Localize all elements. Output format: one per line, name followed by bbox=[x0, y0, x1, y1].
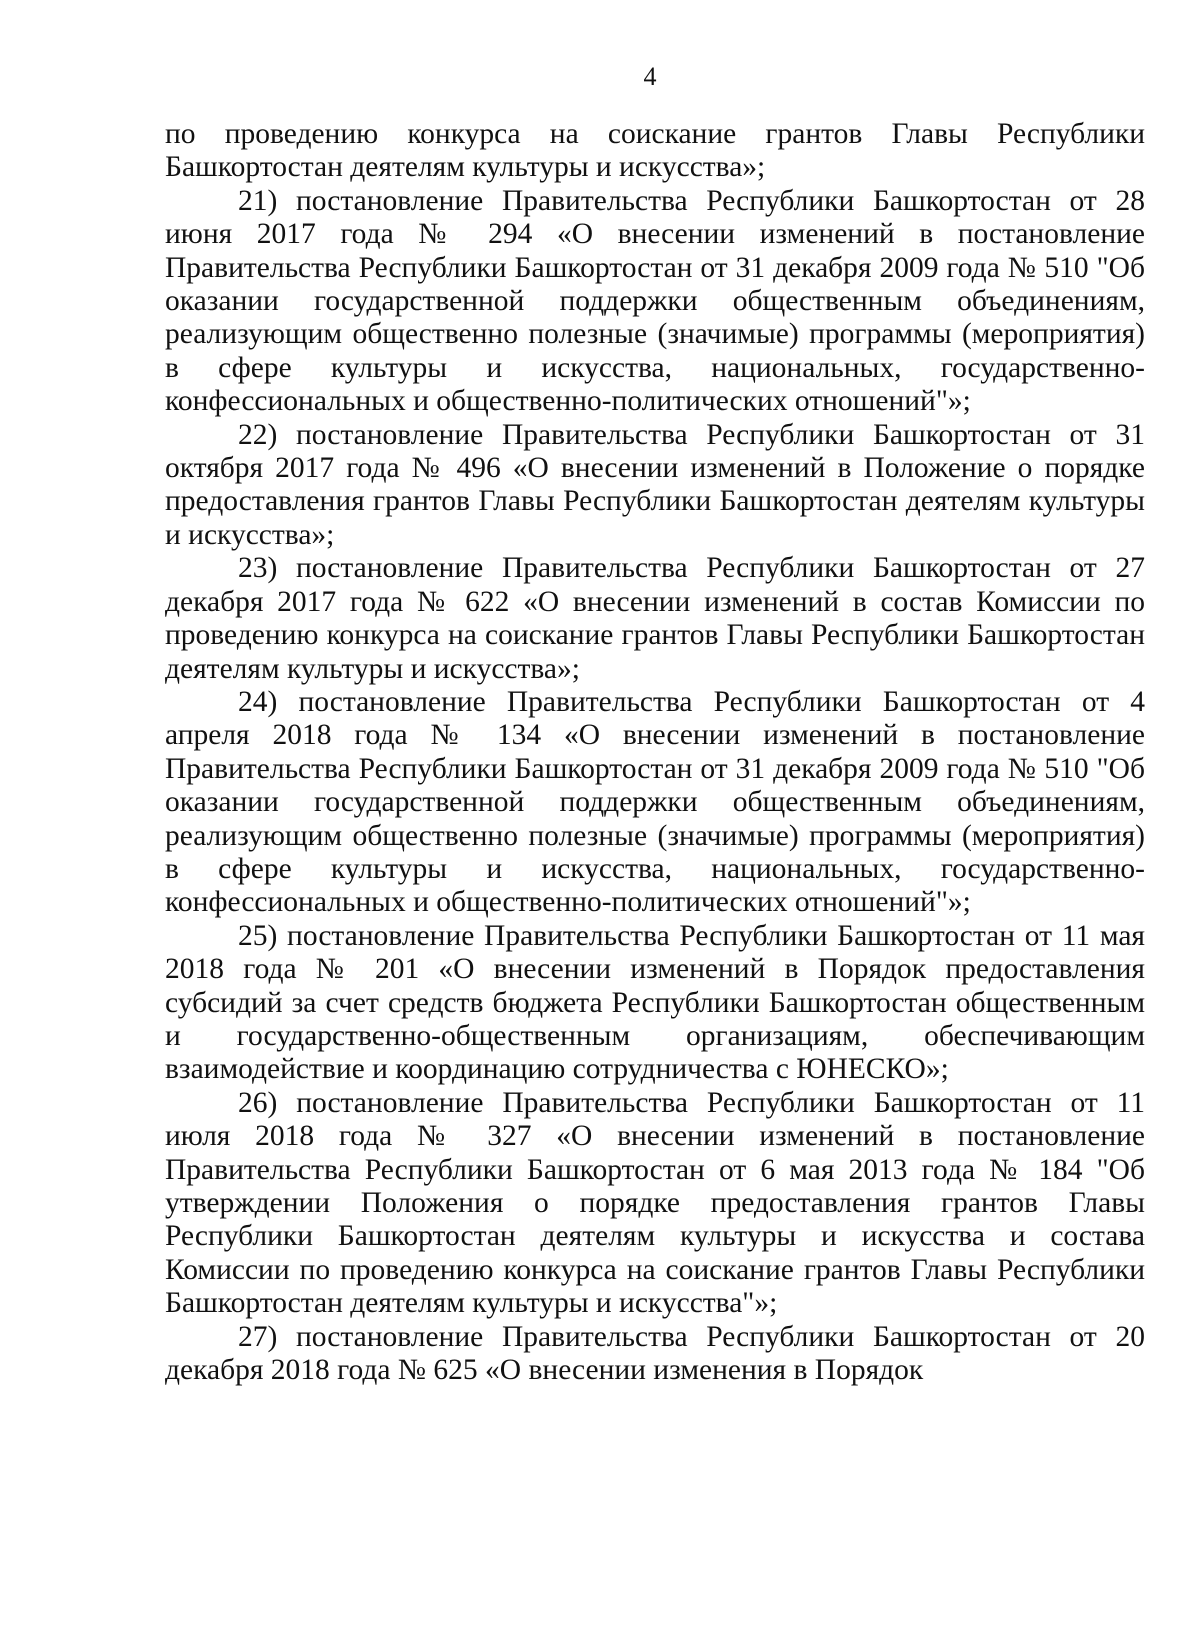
page-number: 4 bbox=[643, 62, 657, 91]
list-item-25: 25) постановление Правительства Республики Башкортостан от 11 мая 2018 года № 201 «О внесении изменений в Порядок предоставления субсидий за счет средств бюджета Республики Башкортостан общественным и государственно-общественным организациям, обеспечивающим взаимодействие и координацию сотрудничества с ЮНЕСКО»; bbox=[165, 919, 1145, 1086]
list-item-26: 26) постановление Правительства Республики Башкортостан от 11 июля 2018 года № 327 «О внесении изменений в постановление Правительства Республики Башкортостан от 6 мая 2013 года № 184 "Об утверждении Положения о порядке предоставления грантов Главы Республики Башкортостан деятелям культуры и искусства и состава Комиссии по проведению конкурса на соискание грантов Главы Республики Башкортостан деятелям культуры и искусства"»; bbox=[165, 1086, 1145, 1320]
list-item-23: 23) постановление Правительства Республики Башкортостан от 27 декабря 2017 года № 622 «О внесении изменений в состав Комиссии по проведению конкурса на соискание грантов Главы Республики Башкортостан деятелям культуры и искусства»; bbox=[165, 552, 1145, 685]
list-item-27: 27) постановление Правительства Республики Башкортостан от 20 декабря 2018 года № 625 «О внесении изменения в Порядок bbox=[165, 1320, 1145, 1387]
paragraph-continuation: по проведению конкурса на соискание грантов Главы Республики Башкортостан деятелям культуры и искусства»; bbox=[165, 118, 1145, 184]
document-body bbox=[165, 118, 1145, 1387]
list-item-22: 22) постановление Правительства Республики Башкортостан от 31 октября 2017 года № 496 «О внесении изменений в Положение о порядке предоставления грантов Главы Республики Башкортостан деятелям культуры и искусства»; bbox=[165, 418, 1145, 551]
list-item-21: 21) постановление Правительства Республики Башкортостан от 28 июня 2017 года № 294 «О внесении изменений в постановление Правительства Республики Башкортостан от 31 декабря 2009 года № 510 "Об оказании государственной поддержки общественным объединениям, реализующим общественно полезные (значимые) программы (мероприятия) в сфере культуры и искусства, национальных, государственно-конфессиональных и общественно-политических отношений"»; bbox=[165, 184, 1145, 418]
list-item-24: 24) постановление Правительства Республики Башкортостан от 4 апреля 2018 года № 134 «О внесении изменений в постановление Правительства Республики Башкортостан от 31 декабря 2009 года № 510 "Об оказании государственной поддержки общественным объединениям, реализующим общественно полезные (значимые) программы (мероприятия) в сфере культуры и искусства, национальных, государственно-конфессиональных и общественно-политических отношений"»; bbox=[165, 685, 1145, 919]
